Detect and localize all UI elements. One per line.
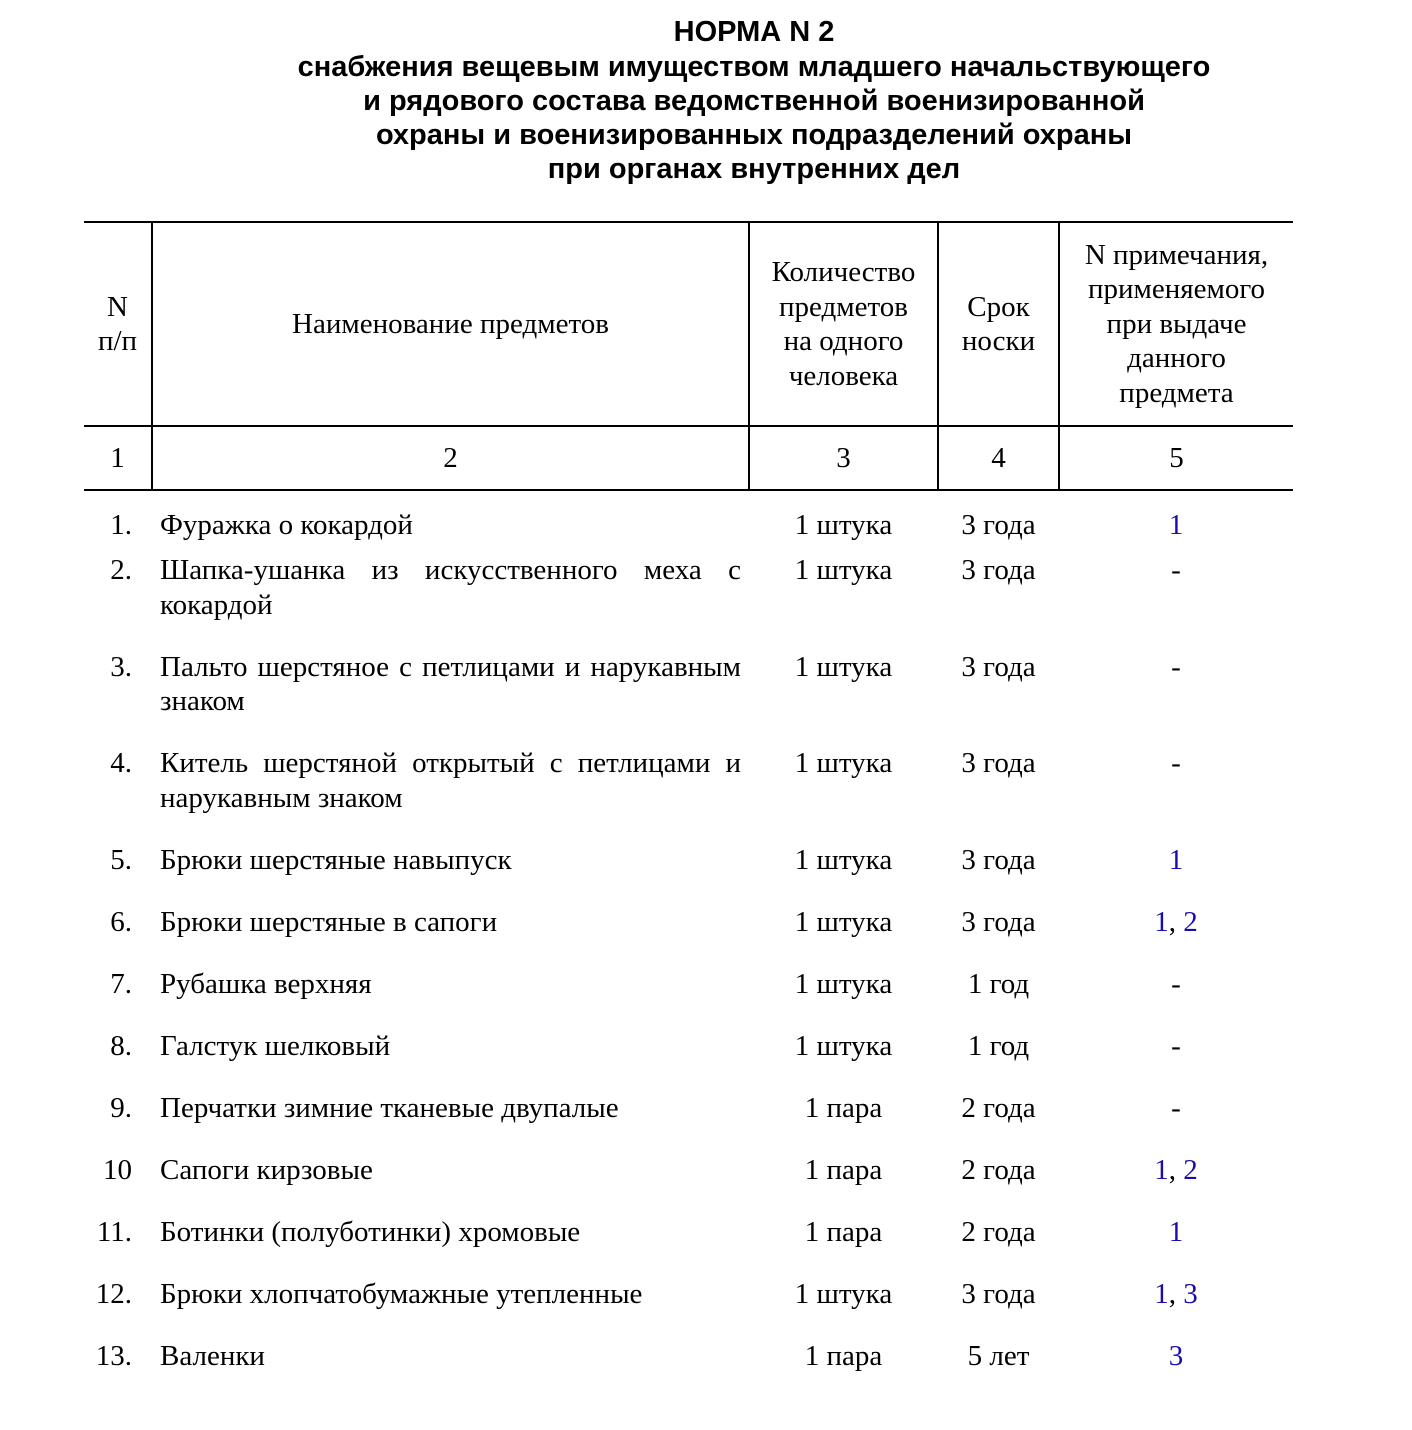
item-name: Шапка-ушанка из искусственного меха с кокардой <box>160 554 741 621</box>
item-quantity: 1 штука <box>794 967 893 1000</box>
header-note-line: предмета <box>1119 376 1234 409</box>
row-number: 12. <box>95 1277 132 1310</box>
row-number: 11. <box>96 1215 132 1248</box>
item-note-ref[interactable]: 1, 2 <box>1154 905 1198 938</box>
header-qty-line: Количество <box>771 256 916 288</box>
table-row <box>84 553 1293 650</box>
row-number: 1. <box>110 509 132 541</box>
table-row <box>84 1339 1293 1401</box>
header-qty-line: на одного <box>783 325 904 357</box>
table-row <box>84 905 1293 967</box>
supply-norm-table <box>84 221 1293 1401</box>
item-wear-term: 3 года <box>961 509 1036 541</box>
column-number: 4 <box>938 426 1059 490</box>
row-number: 2. <box>110 554 132 586</box>
header-note-line: при выдаче <box>1106 307 1247 340</box>
column-number-row <box>84 426 1293 490</box>
row-number: 6. <box>110 905 132 938</box>
document-header <box>0 14 1412 186</box>
subtitle-line: и рядового состава ведомственной военизированной <box>363 85 1145 117</box>
table-header-row <box>84 222 1293 426</box>
item-name: Брюки хлопчатобумажные утепленные <box>160 1277 643 1310</box>
document-subtitle <box>108 50 1304 186</box>
table-row <box>84 1153 1293 1215</box>
item-wear-term: 1 год <box>967 1029 1030 1062</box>
header-term-line: Срок <box>967 290 1030 323</box>
item-note-ref[interactable]: 1 <box>1168 843 1184 876</box>
row-number: 4. <box>110 747 132 779</box>
header-qty <box>749 222 938 426</box>
item-quantity: 1 пара <box>804 1153 883 1186</box>
table-row <box>84 1029 1293 1091</box>
item-note-ref: - <box>1171 1091 1181 1124</box>
item-note-ref: - <box>1171 1029 1181 1062</box>
header-note <box>1059 222 1293 426</box>
item-name: Валенки <box>160 1339 265 1372</box>
item-quantity: 1 штука <box>794 509 893 541</box>
item-wear-term: 3 года <box>961 1277 1036 1310</box>
table-row <box>84 1277 1293 1339</box>
item-note-ref: - <box>1171 967 1181 1000</box>
item-note-ref: - <box>1171 747 1181 779</box>
item-quantity: 1 штука <box>794 1029 893 1062</box>
item-name: Фуражка о кокардой <box>160 509 413 541</box>
document-title: НОРМА N 2 <box>673 16 835 48</box>
table-row <box>84 490 1293 553</box>
header-num-line: N <box>107 290 128 323</box>
item-wear-term: 5 лет <box>967 1339 1030 1372</box>
table-row <box>84 650 1293 747</box>
table-row <box>84 967 1293 1029</box>
subtitle-line: охраны и военизированных подразделений охраны <box>375 119 1133 151</box>
item-wear-term: 2 года <box>961 1215 1036 1248</box>
header-term <box>938 222 1059 426</box>
item-note-ref[interactable]: 1 <box>1168 509 1184 541</box>
item-name: Сапоги кирзовые <box>160 1153 373 1186</box>
item-name: Перчатки зимние тканевые двупалые <box>160 1091 619 1124</box>
row-number: 8. <box>110 1029 132 1062</box>
item-quantity: 1 штука <box>794 1277 893 1310</box>
table-row <box>84 843 1293 905</box>
table-row <box>84 1215 1293 1277</box>
header-qty-line: предметов <box>779 290 908 323</box>
header-name: Наименование предметов <box>152 222 749 426</box>
item-wear-term: 2 года <box>961 1153 1036 1186</box>
row-number: 7. <box>110 967 132 1000</box>
row-number: 10 <box>103 1153 132 1186</box>
item-name: Китель шерстяной открытый с петлицами и нарукавным знаком <box>160 747 741 814</box>
subtitle-line: снабжения вещевым имуществом младшего начальствующего <box>297 51 1211 83</box>
item-quantity: 1 пара <box>804 1339 883 1372</box>
column-number: 5 <box>1059 426 1293 490</box>
item-name: Брюки шерстяные навыпуск <box>160 843 512 876</box>
item-quantity: 1 штука <box>794 747 893 779</box>
header-note-line: данного <box>1127 342 1226 375</box>
column-number: 3 <box>749 426 938 490</box>
header-note-line: N примечания, <box>1084 238 1269 271</box>
row-number: 13. <box>95 1339 132 1372</box>
row-number: 9. <box>110 1091 132 1124</box>
row-number: 5. <box>110 843 132 876</box>
header-num <box>84 222 152 426</box>
header-qty-line: человека <box>788 359 899 392</box>
header-term-line: носки <box>961 325 1036 357</box>
table-row <box>84 746 1293 843</box>
table-row <box>84 1091 1293 1153</box>
item-quantity: 1 штука <box>794 650 893 683</box>
item-quantity: 1 пара <box>804 1215 883 1248</box>
item-note-ref: - <box>1171 650 1181 683</box>
header-num-line: п/п <box>97 325 138 357</box>
subtitle-line: при органах внутренних дел <box>547 153 961 185</box>
column-number: 1 <box>84 426 152 490</box>
item-wear-term: 3 года <box>961 747 1036 779</box>
item-name: Рубашка верхняя <box>160 967 372 1000</box>
item-note-ref[interactable]: 1, 2 <box>1154 1153 1198 1186</box>
item-note-ref[interactable]: 1 <box>1168 1215 1184 1248</box>
item-quantity: 1 штука <box>794 554 893 586</box>
item-wear-term: 3 года <box>961 650 1036 683</box>
item-wear-term: 3 года <box>961 554 1036 586</box>
item-name: Пальто шерстяное с петлицами и нарукавным знаком <box>160 650 741 717</box>
item-note-ref[interactable]: 1, 3 <box>1154 1277 1198 1310</box>
item-name: Галстук шелковый <box>160 1029 391 1062</box>
item-quantity: 1 пара <box>804 1091 883 1124</box>
item-wear-term: 3 года <box>961 905 1036 938</box>
header-note-line: применяемого <box>1087 273 1266 306</box>
item-name: Брюки шерстяные в сапоги <box>160 905 498 938</box>
column-number: 2 <box>152 426 749 490</box>
item-wear-term: 3 года <box>961 843 1036 876</box>
item-quantity: 1 штука <box>794 905 893 938</box>
row-number: 3. <box>110 650 132 683</box>
item-note-ref[interactable]: 3 <box>1168 1339 1184 1372</box>
item-wear-term: 2 года <box>961 1091 1036 1124</box>
item-name: Ботинки (полуботинки) хромовые <box>160 1215 581 1248</box>
item-note-ref: - <box>1171 554 1181 586</box>
item-quantity: 1 штука <box>794 843 893 876</box>
item-wear-term: 1 год <box>967 967 1030 1000</box>
